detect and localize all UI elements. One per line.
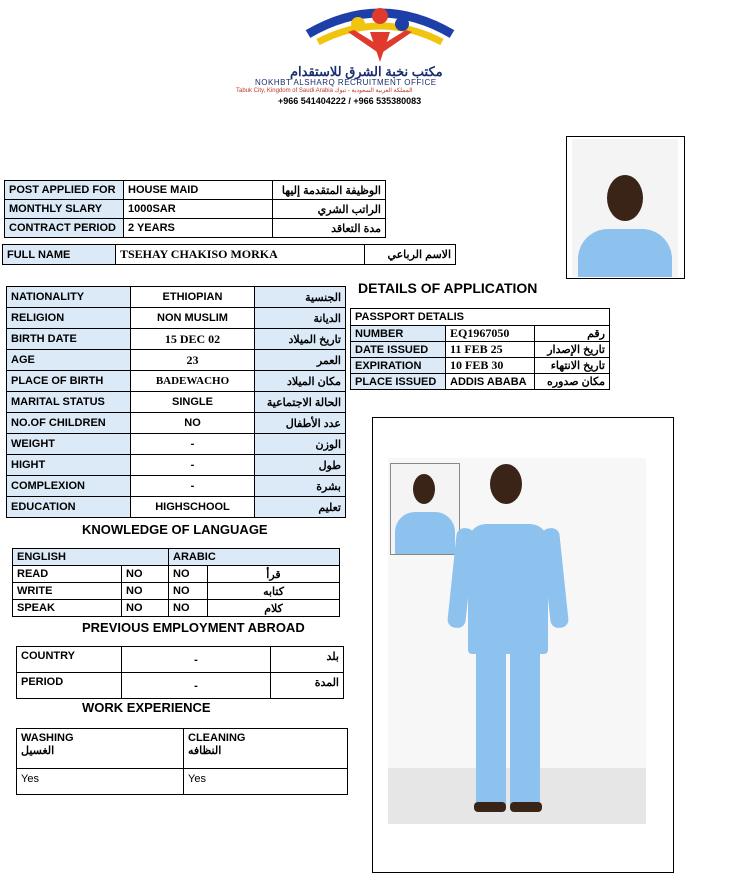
job-label: POST APPLIED FOR [5,181,124,200]
job-label: MONTHLY SLARY [5,200,124,219]
personal-value: - [131,476,255,497]
experience-label: CLEANING [188,732,246,744]
job-label-ar: الراتب الشري [273,200,386,219]
personal-value: HIGHSCHOOL [131,497,255,518]
language-arabic-value: NO [169,583,208,600]
language-arabic-value: NO [169,566,208,583]
passport-label: PLACE ISSUED [351,374,446,390]
personal-label: BIRTH DATE [7,329,131,350]
agency-name-english: NOKHBT ALSHARQ RECRUITMENT OFFICE [255,78,437,87]
language-heading: KNOWLEDGE OF LANGUAGE [82,522,268,537]
passport-label-ar: رقم [535,326,610,342]
passport-value: EQ1967050 [446,326,535,342]
personal-label-ar: الجنسية [255,287,346,308]
experience-value: Yes [184,769,348,795]
personal-label-ar: عدد الأطفال [255,413,346,434]
personal-label: MARITAL STATUS [7,392,131,413]
job-table [4,180,386,238]
personal-value: 23 [131,350,255,371]
employment-label-ar: المدة [271,673,344,699]
passport-label: DATE ISSUED [351,342,446,358]
experience-label-ar: النظافه [188,745,222,757]
full-name-label-ar: الاسم الرباعي [365,245,456,265]
agency-address: Tabuk City, Kingdom of Saudi Arabia المملكة العربية السعودية - تبوك [236,88,413,94]
personal-value: - [131,434,255,455]
personal-label: PLACE OF BIRTH [7,371,131,392]
employment-heading: PREVIOUS EMPLOYMENT ABROAD [82,620,305,635]
personal-label-ar: العمر [255,350,346,371]
full-name-value: TSEHAY CHAKISO MORKA [116,245,365,265]
passport-value: 11 FEB 25 [446,342,535,358]
language-label-ar: كتابه [208,583,340,600]
job-label-ar: مدة التعاقد [273,219,386,238]
personal-label: EDUCATION [7,497,131,518]
personal-label: RELIGION [7,308,131,329]
language-table [12,548,340,617]
personal-value: SINGLE [131,392,255,413]
personal-label-ar: تعليم [255,497,346,518]
job-value: HOUSE MAID [124,181,273,200]
job-value: 1000SAR [124,200,273,219]
details-heading: DETAILS OF APPLICATION [358,280,538,296]
personal-label: NO.OF CHILDREN [7,413,131,434]
employment-value: - [122,673,271,699]
language-label: WRITE [13,583,122,600]
language-label-ar: كلام [208,600,340,617]
language-label: READ [13,566,122,583]
passport-title: PASSPORT DETALIS [351,309,610,326]
personal-label: COMPLEXION [7,476,131,497]
employment-label-ar: بلد [271,647,344,673]
employment-label: PERIOD [17,673,122,699]
passport-photo [566,136,685,279]
job-label-ar: الوظيفة المتقدمة إليها [273,181,386,200]
employment-value: - [122,647,271,673]
passport-label-ar: مكان صدوره [535,374,610,390]
personal-label-ar: بشرة [255,476,346,497]
experience-value: Yes [17,769,184,795]
language-arabic-value: NO [169,600,208,617]
job-label: CONTRACT PERIOD [5,219,124,238]
language-label-ar: قرأ [208,566,340,583]
personal-label: AGE [7,350,131,371]
language-col-arabic: ARABIC [169,549,340,566]
language-col-english: ENGLISH [13,549,169,566]
agency-phones: +966 541404222 / +966 535380083 [278,96,422,106]
language-english-value: NO [122,566,169,583]
personal-value: ETHIOPIAN [131,287,255,308]
experience-label-ar: الغسيل [21,745,55,757]
passport-value: ADDIS ABABA [446,374,535,390]
passport-table [350,308,610,390]
personal-label-ar: طول [255,455,346,476]
personal-label: HIGHT [7,455,131,476]
personal-label-ar: مكان الميلاد [255,371,346,392]
experience-label: WASHING [21,732,74,744]
experience-cleaning-cell [184,729,348,769]
personal-label: WEIGHT [7,434,131,455]
full-body-photo [372,417,674,873]
personal-value: NO [131,413,255,434]
personal-value: BADEWACHO [131,371,255,392]
personal-value: - [131,455,255,476]
passport-value: 10 FEB 30 [446,358,535,374]
passport-label-ar: تاريخ الانتهاء [535,358,610,374]
employment-label: COUNTRY [17,647,122,673]
passport-label-ar: تاريخ الإصدار [535,342,610,358]
personal-value: NON MUSLIM [131,308,255,329]
language-english-value: NO [122,600,169,617]
personal-label: NATIONALITY [7,287,131,308]
inset-photo [390,463,460,555]
personal-label-ar: الديانة [255,308,346,329]
personal-table [6,286,346,518]
personal-label-ar: الوزن [255,434,346,455]
employment-table [16,646,344,699]
full-name-label: FULL NAME [3,245,116,265]
personal-label-ar: الحالة الاجتماعية [255,392,346,413]
experience-table [16,728,348,795]
job-value: 2 YEARS [124,219,273,238]
personal-label-ar: تاريخ الميلاد [255,329,346,350]
language-label: SPEAK [13,600,122,617]
experience-heading: WORK EXPERIENCE [82,700,211,715]
full-name-table [2,244,456,265]
passport-label: NUMBER [351,326,446,342]
agency-name-arabic: مكتب نخبة الشرق للاستقدام [290,64,443,79]
passport-label: EXPIRATION [351,358,446,374]
experience-washing-cell [17,729,184,769]
language-english-value: NO [122,583,169,600]
personal-value: 15 DEC 02 [131,329,255,350]
